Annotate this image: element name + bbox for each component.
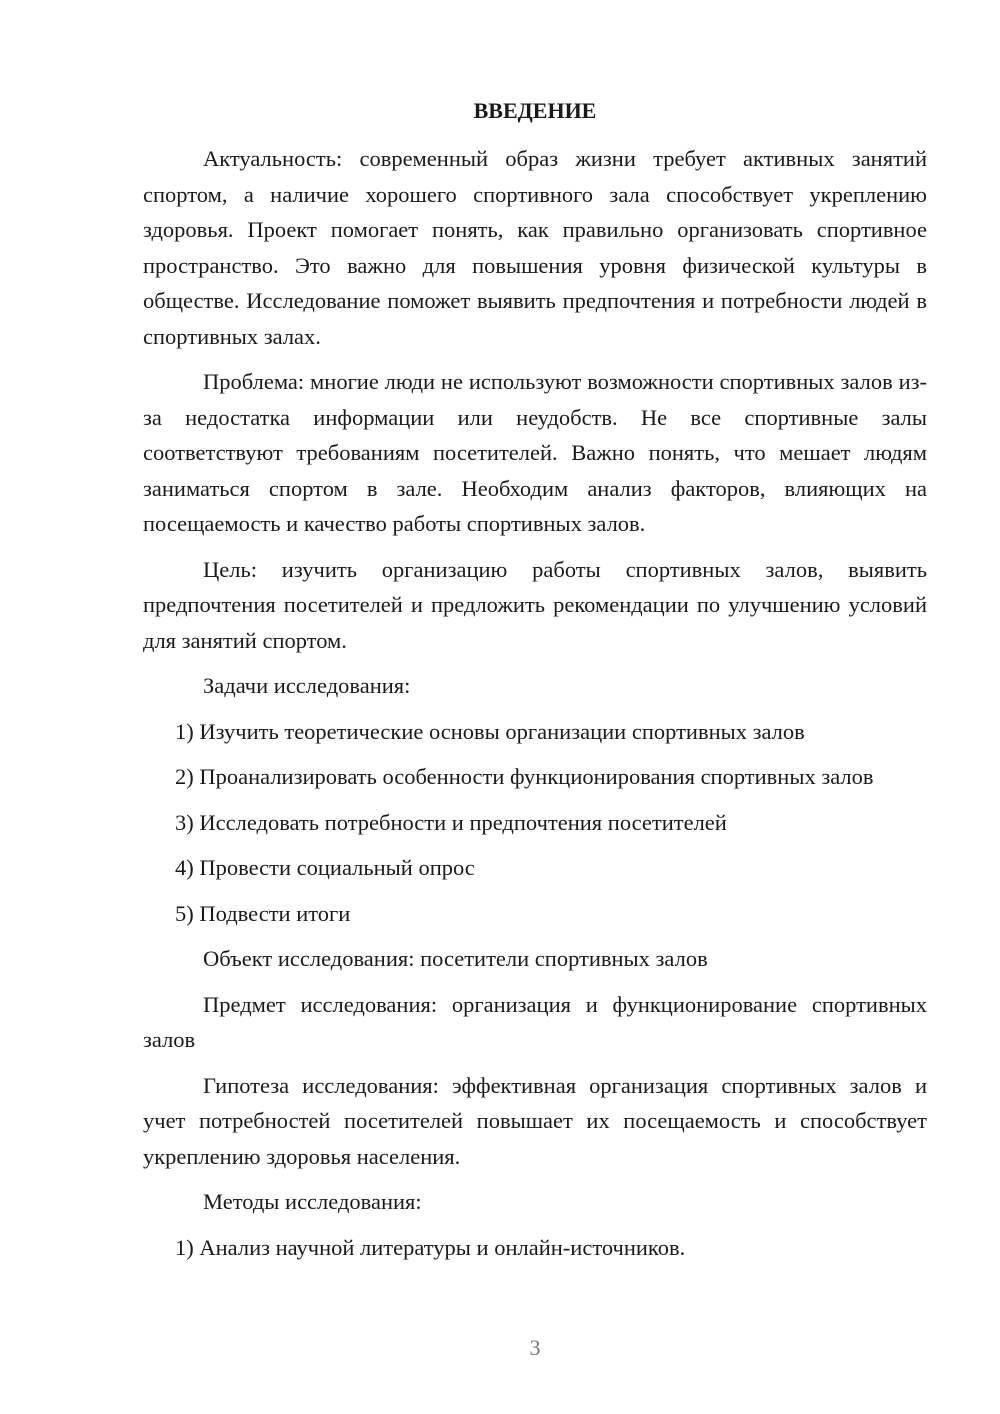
list-item-task-4: 4) Провести социальный опрос: [175, 855, 475, 880]
paragraph-tasks-heading: Задачи исследования:: [203, 673, 411, 698]
paragraph-object: Объект исследования: посетители спортивных залов: [203, 946, 708, 971]
paragraph-goal: Цель: изучить организацию работы спортивных залов, выявить предпочтения посетителей и предложить рекомендации по улучшению условий для занятий спортом.: [143, 556, 927, 653]
document-page: [143, 0, 927, 1414]
list-item-task-2: 2) Проанализировать особенности функционирования спортивных залов: [175, 764, 874, 789]
list-item-task-5: 5) Подвести итоги: [175, 900, 351, 926]
page-title: ВВЕДЕНИЕ: [473, 98, 597, 123]
paragraph-problem: Проблема: многие люди не используют возможности спортивных залов из-за недостатка информации или неудобств. Не все спортивные залы соответствуют требованиям посетителей. Важно понять, что мешает людям заниматься спортом в зале. Необходим анализ факторов, влияющих на посещаемость и качество работы спортивных залов.: [143, 369, 927, 536]
page-number: 3: [529, 1335, 541, 1360]
list-item-task-3: 3) Исследовать потребности и предпочтения посетителей: [175, 809, 727, 835]
paragraph-methods-heading: Методы исследования:: [203, 1189, 422, 1214]
paragraph-relevance: Актуальность: современный образ жизни требует активных занятий спортом, а наличие хорошего спортивного зала способствует укреплению здоровья. Проект помогает понять, как правильно организовать спортивное пространство. Это важно для повышения уровня физической культуры в обществе. Исследование поможет выявить предпочтения и потребности людей в спортивных залах.: [143, 146, 927, 349]
list-item-task-1: 1) Изучить теоретические основы организации спортивных залов: [175, 718, 805, 744]
paragraph-subject: Предмет исследования: организация и функционирование спортивных залов: [143, 991, 927, 1052]
document-body: [143, 141, 927, 1275]
paragraph-hypothesis: Гипотеза исследования: эффективная организация спортивных залов и учет потребностей посетителей повышает их посещаемость и способствует укреплению здоровья населения.: [143, 1072, 927, 1169]
list-item-method-1: 1) Анализ научной литературы и онлайн-источников.: [175, 1234, 686, 1260]
